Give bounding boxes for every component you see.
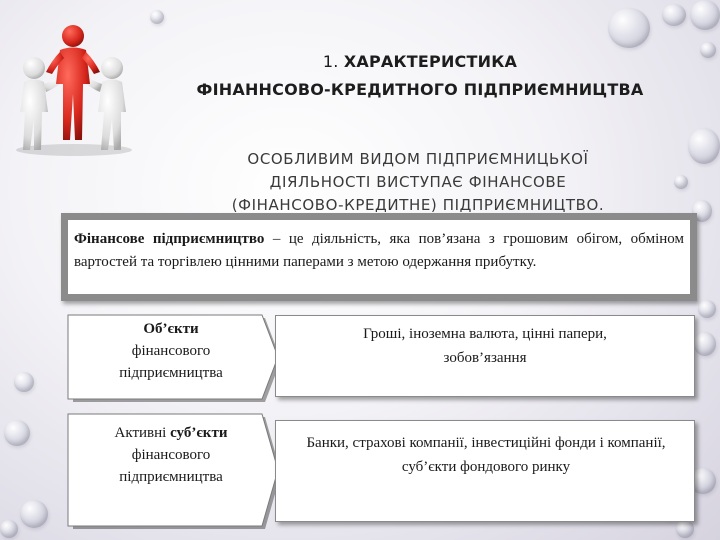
water-drop [698,300,716,318]
water-drop [608,8,650,48]
subjects-label [76,422,266,488]
water-drop [0,520,18,538]
title-number: 1. [322,52,339,71]
subjects-value-box [275,420,695,522]
objects-label-bold: Об’єкти [143,321,199,337]
subjects-label-rest: фінансового підприємництва [119,447,223,485]
subtitle-line2: ДІЯЛЬНОСТІ ВИСТУПАЄ ФІНАНСОВЕ [269,173,567,191]
definition-body: – це діяльність, яка пов’язана з грошовим обігом, обміном вартостей та торгівлею цінними паперами з метою одержання прибутку. [74,231,684,270]
objects-arrow-box [66,313,282,405]
objects-value: Гроші, іноземна валюта, цінні папери, зобов’язання [363,326,607,366]
objects-label [76,318,266,384]
subjects-label-prefix: Активні [114,425,171,441]
people-illustration [8,22,138,157]
water-drop [14,372,34,392]
water-drop [4,420,30,446]
subtitle-line3: (ФІНАНСОВО-КРЕДИТНЕ) ПІДПРИЄМНИЦТВО. [231,196,605,212]
water-drop [662,4,686,26]
subtitle-line1: ОСОБЛИВИМ ВИДОМ ПІДПРИЄМНИЦЬКОЇ [247,150,589,168]
water-drop [676,520,694,538]
water-drop [690,0,720,30]
title-line1-text: ХАРАКТЕРИСТИКА [343,52,518,71]
slide-subtitle [118,148,718,212]
water-drop [150,10,164,24]
water-drop [20,500,48,528]
slide-title [120,48,720,104]
definition-text [68,220,690,294]
subjects-arrow-box [66,412,282,532]
definition-box [61,213,697,301]
slide-title-line2 [120,76,720,104]
objects-label-rest: фінансового підприємництва [119,343,223,381]
water-drop [694,332,716,356]
subjects-label-bold: суб’єкти [170,425,228,441]
slide-title-line1 [120,48,720,76]
title-line2-text: ФІНАННСОВО-КРЕДИТНОГО ПІДПРИЄМНИЦТВА [196,80,644,99]
subjects-value: Банки, страхові компанії, інвестиційні фонди і компанії, суб’єкти фондового ринку [306,435,666,475]
definition-term: Фінансове підприємництво [74,231,265,247]
objects-value-box [275,315,695,397]
